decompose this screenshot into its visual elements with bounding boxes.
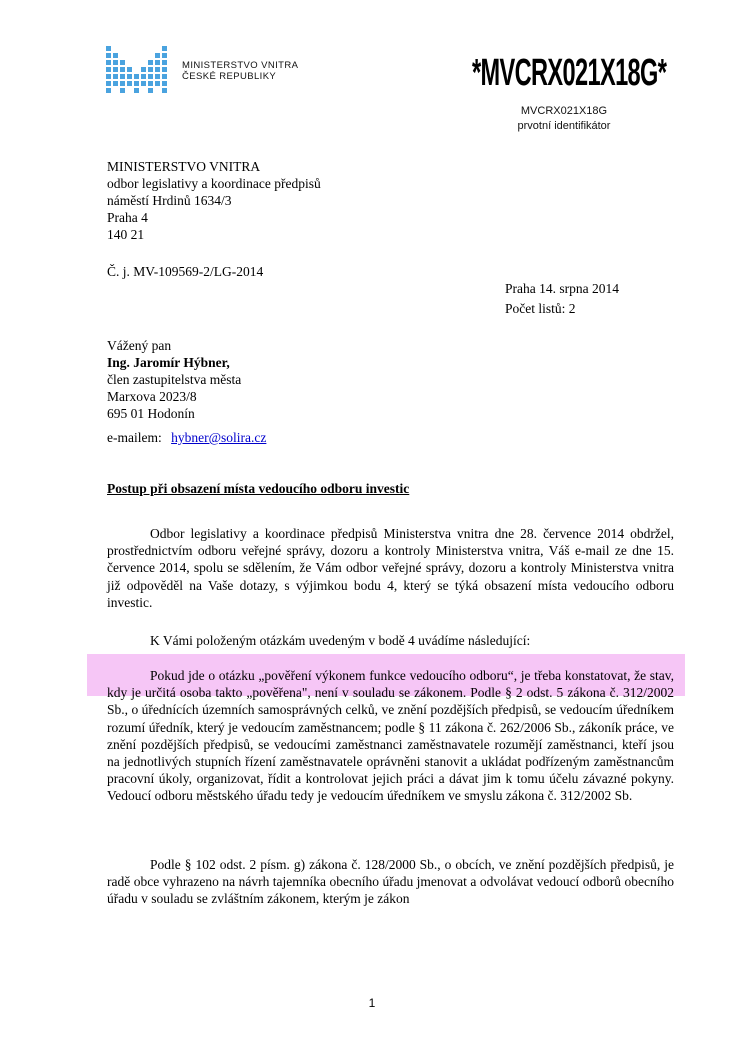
- logo-line-1: MINISTERSTVO VNITRA: [182, 60, 299, 71]
- sender-line: Praha 4: [107, 210, 148, 225]
- recipient-address: [107, 337, 241, 422]
- sender-address: [107, 158, 321, 243]
- sender-line: MINISTERSTVO VNITRA: [107, 159, 261, 174]
- identifier-code: MVCRX021X18G: [520, 105, 608, 117]
- reference-number: Č. j. MV-109569-2/LG-2014: [107, 264, 264, 279]
- sender-line: náměstí Hrdinů 1634/3: [107, 193, 232, 208]
- recipient-street: Marxova 2023/8: [107, 389, 197, 404]
- body-paragraph: K Vámi položeným otázkám uvedeným v bodě 4 uvádíme následující:: [150, 633, 531, 648]
- sender-line: odbor legislativy a koordinace předpisů: [107, 176, 321, 191]
- identifier-label: prvotní identifikátor: [517, 120, 611, 132]
- page-number: 1: [368, 996, 376, 1010]
- email-row: [107, 429, 266, 446]
- letter-date: Praha 14. srpna 2014: [505, 281, 619, 296]
- recipient-role: člen zastupitelstva města: [107, 372, 242, 387]
- email-link[interactable]: hybner@solira.cz: [171, 430, 267, 445]
- body-paragraph: Pokud jde o otázku „pověření výkonem funkce vedoucího odboru“, je třeba konstatovat, že stav, kdy je určitá osoba takto „pověřena", není v souladu se zákonem. Podle § 2 odst. 5 zákona č. 312/2002 Sb., o úřednících územních samosprávných celků, ve znění pozdějších předpisů, se vedoucím úředníkem rozumí úředník, který je vedoucím zaměstnancem; podle § 11 zákona č. 262/2006 Sb., zákoník práce, ve znění pozdějších předpisů, se vedoucími zaměstnanci zaměstnavatele rozumějí zaměstnanci, kteří jsou na jednotlivých stupních řízení zaměstnavatele oprávněni stanovit a ukládat podřízeným zaměstnancům pracovní úkoly, organizovat, řídit a kontrolovat jejich práci a dávat jim k tomu účelu závazné pokyny. Vedoucí odboru městského úřadu tedy je vedoucím úředníkem ve smyslu zákona č. 312/2002 Sb.: [107, 668, 674, 804]
- ministry-logo: [106, 44, 299, 96]
- sender-line: 140 21: [107, 227, 145, 242]
- ministry-logo-mark-icon: [106, 44, 178, 96]
- barcode-identifier: *MVCRX021X18G*: [472, 52, 667, 94]
- recipient-salutation: Vážený pan: [107, 338, 172, 353]
- logo-wordmark: [182, 60, 298, 82]
- recipient-city: 695 01 Hodonín: [107, 406, 195, 421]
- date-block: [505, 279, 619, 319]
- recipient-name: Ing. Jaromír Hýbner,: [107, 355, 230, 370]
- page-count: Počet listů: 2: [505, 301, 576, 316]
- logo-line-2: ČESKÉ REPUBLIKY: [182, 71, 277, 82]
- body-paragraph: Odbor legislativy a koordinace předpisů Ministerstva vnitra dne 28. července 2014 obdržel, prostřednictvím odboru veřejné správy, dozoru a kontroly Ministerstva vnitra, Váš e-mail ze dne 15. července 2014, spolu se sdělením, že Vám odbor veřejné správy, dozoru a kontroly Ministerstva vnitra již odpověděl na Vaše dotazy, s výjimkou bodu 4, který se týká obsazení místa vedoucího odboru investic.: [107, 526, 674, 610]
- barcode-caption: [504, 104, 624, 134]
- email-label: e-mailem:: [107, 430, 162, 445]
- body-paragraph: Podle § 102 odst. 2 písm. g) zákona č. 128/2000 Sb., o obcích, ve znění pozdějších předpisů, je radě obce vyhrazeno na návrh tajemníka obecního úřadu jmenovat a odvolávat vedoucí odborů obecního úřadu v souladu se zvláštním zákonem, kterým je zákon: [107, 857, 674, 907]
- letter-subject: Postup při obsazení místa vedoucího odboru investic: [107, 481, 410, 496]
